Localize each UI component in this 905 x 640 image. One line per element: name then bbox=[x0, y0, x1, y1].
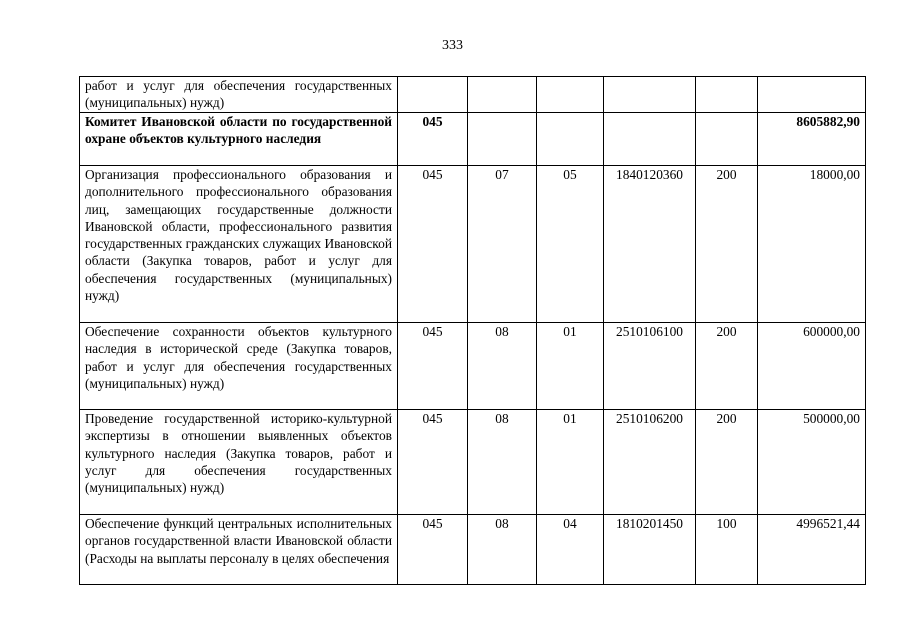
row-name: Обеспечение функций центральных исполнительных органов государственной власти Ивановской области (Расходы на выплаты персоналу в целях обеспечения bbox=[80, 515, 398, 585]
expense-type-code: 100 bbox=[696, 515, 758, 585]
row-name: Обеспечение сохранности объектов культурного наследия в исторической среде (Закупка товаров, работ и услуг для обеспечения государственных (муниципальных) нужд) bbox=[80, 323, 398, 410]
expense-type-code bbox=[696, 77, 758, 113]
subsection-code: 04 bbox=[537, 515, 604, 585]
expense-type-code: 200 bbox=[696, 410, 758, 515]
subsection-code: 01 bbox=[537, 323, 604, 410]
page-number: 333 bbox=[442, 38, 463, 53]
target-code: 2510106100 bbox=[604, 323, 696, 410]
section-code: 08 bbox=[468, 323, 537, 410]
section-code bbox=[468, 77, 537, 113]
amount: 8605882,90 bbox=[758, 113, 866, 166]
row-name: работ и услуг для обеспечения государственных (муниципальных) нужд) bbox=[80, 77, 398, 113]
table-row bbox=[80, 515, 866, 585]
section-code: 08 bbox=[468, 410, 537, 515]
expense-type-code bbox=[696, 113, 758, 166]
ministry-code: 045 bbox=[398, 113, 468, 166]
amount: 600000,00 bbox=[758, 323, 866, 410]
target-code bbox=[604, 77, 696, 113]
row-name: Комитет Ивановской области по государственной охране объектов культурного наследия bbox=[80, 113, 398, 166]
table-row bbox=[80, 113, 866, 166]
subsection-code: 01 bbox=[537, 410, 604, 515]
target-code: 1810201450 bbox=[604, 515, 696, 585]
expense-type-code: 200 bbox=[696, 323, 758, 410]
subsection-code bbox=[537, 113, 604, 166]
table-row bbox=[80, 410, 866, 515]
subsection-code bbox=[537, 77, 604, 113]
table-row bbox=[80, 323, 866, 410]
budget-table bbox=[79, 76, 866, 585]
ministry-code bbox=[398, 77, 468, 113]
row-name: Проведение государственной историко-культурной экспертизы в отношении выявленных объектов культурного наследия (Закупка товаров, работ и услуг для обеспечения государственных (муниципальных) нужд) bbox=[80, 410, 398, 515]
ministry-code: 045 bbox=[398, 323, 468, 410]
table-row bbox=[80, 166, 866, 323]
ministry-code: 045 bbox=[398, 410, 468, 515]
ministry-code: 045 bbox=[398, 166, 468, 323]
target-code bbox=[604, 113, 696, 166]
amount: 4996521,44 bbox=[758, 515, 866, 585]
section-code: 08 bbox=[468, 515, 537, 585]
amount: 500000,00 bbox=[758, 410, 866, 515]
section-code: 07 bbox=[468, 166, 537, 323]
ministry-code: 045 bbox=[398, 515, 468, 585]
subsection-code: 05 bbox=[537, 166, 604, 323]
table-row bbox=[80, 77, 866, 113]
target-code: 2510106200 bbox=[604, 410, 696, 515]
expense-type-code: 200 bbox=[696, 166, 758, 323]
amount: 18000,00 bbox=[758, 166, 866, 323]
section-code bbox=[468, 113, 537, 166]
row-name: Организация профессионального образования и дополнительного профессионального образования лиц, замещающих государственные должности Ивановской области, профессионального развития государственных гражданских служащих Ивановской области (Закупка товаров, работ и услуг для обеспечения государственных (муниципальных) нужд) bbox=[80, 166, 398, 323]
target-code: 1840120360 bbox=[604, 166, 696, 323]
amount bbox=[758, 77, 866, 113]
